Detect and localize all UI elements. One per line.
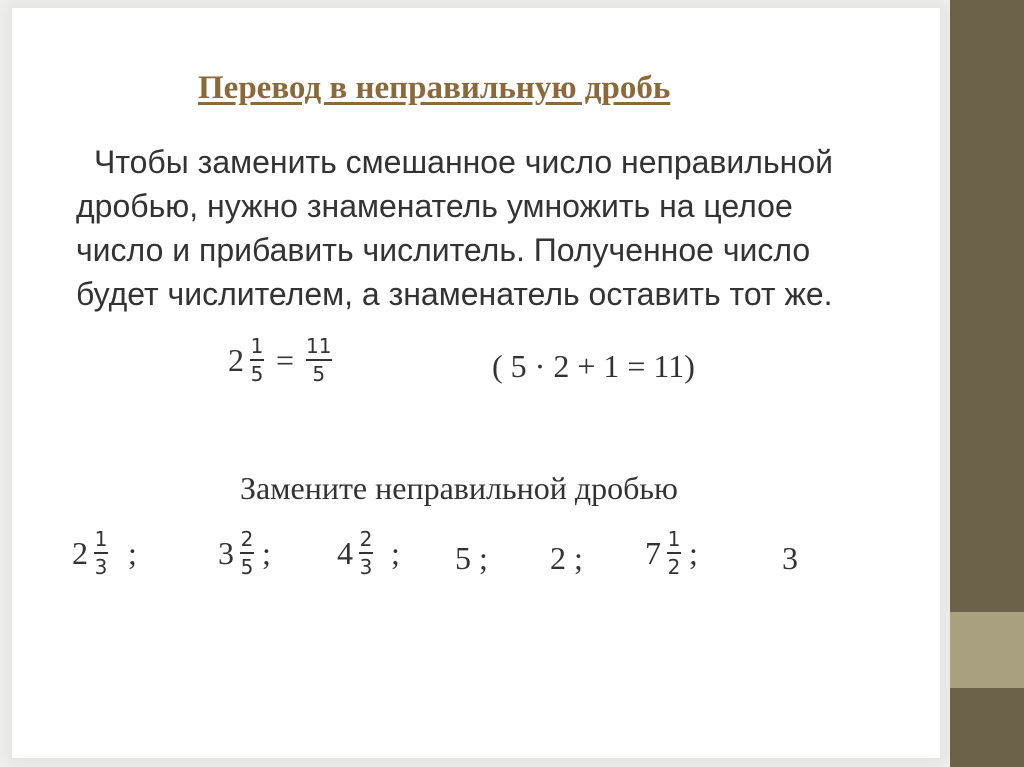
separator: ; <box>262 534 271 571</box>
exercise-4: 5 ; <box>455 540 488 576</box>
result-fraction <box>306 335 331 385</box>
exercise-fraction <box>667 528 681 578</box>
example-denominator: 5 <box>250 362 264 386</box>
rule-line-1: Чтобы заменить смешанное число неправильной <box>94 144 833 180</box>
exercise-denominator: 3 <box>94 555 108 579</box>
exercise-fraction <box>359 528 373 578</box>
rule-line-3: число и прибавить числитель. Полученное число <box>76 232 811 268</box>
result-numerator: 11 <box>306 334 332 358</box>
equals-sign: = <box>276 341 295 378</box>
example-whole: 2 <box>228 341 244 378</box>
task-heading: Замените неправильной дробью <box>240 470 678 506</box>
exercise-denominator: 2 <box>667 555 681 579</box>
result-denominator: 5 <box>312 362 326 386</box>
example-equation <box>228 335 332 385</box>
exercise-fraction <box>94 528 108 578</box>
exercise-numerator: 2 <box>359 527 373 551</box>
fraction-bar <box>359 552 373 554</box>
fraction-bar <box>667 552 681 554</box>
fraction-bar <box>250 359 264 361</box>
exercise-numerator: 2 <box>240 527 254 551</box>
exercise-whole: 3 <box>218 534 234 571</box>
separator: ; <box>689 534 698 571</box>
separator: ; <box>128 534 137 571</box>
separator: ; <box>391 534 400 571</box>
exercise-numerator: 1 <box>667 527 681 551</box>
exercise-whole: 2 <box>72 534 88 571</box>
fraction-bar <box>240 552 254 554</box>
exercise-denominator: 3 <box>359 555 373 579</box>
exercise-numerator: 1 <box>94 527 108 551</box>
rule-line-4: будет числителем, а знаменатель оставить тот же. <box>76 276 833 312</box>
fraction-bar <box>94 552 108 554</box>
rule-line-2: дробью, нужно знаменатель умножить на целое <box>76 188 793 224</box>
slide-content-area <box>12 8 940 758</box>
exercise-5: 2 ; <box>550 540 583 576</box>
example-fraction <box>250 335 264 385</box>
example-calculation: ( 5 · 2 + 1 = 11) <box>492 348 695 384</box>
exercise-3 <box>337 528 400 578</box>
fraction-bar <box>306 359 331 361</box>
example-numerator: 1 <box>250 334 264 358</box>
exercise-fraction <box>240 528 254 578</box>
slide-title: Перевод в неправильную дробь <box>198 70 671 106</box>
exercise-1 <box>72 528 137 578</box>
exercise-whole: 4 <box>337 534 353 571</box>
exercise-whole: 7 <box>645 534 661 571</box>
exercise-6 <box>645 528 698 578</box>
sidebar-decoration-light <box>950 612 1024 688</box>
exercise-7: 3 <box>782 540 798 576</box>
rule-paragraph <box>76 140 896 316</box>
exercise-denominator: 5 <box>240 555 254 579</box>
exercise-2 <box>218 528 271 578</box>
